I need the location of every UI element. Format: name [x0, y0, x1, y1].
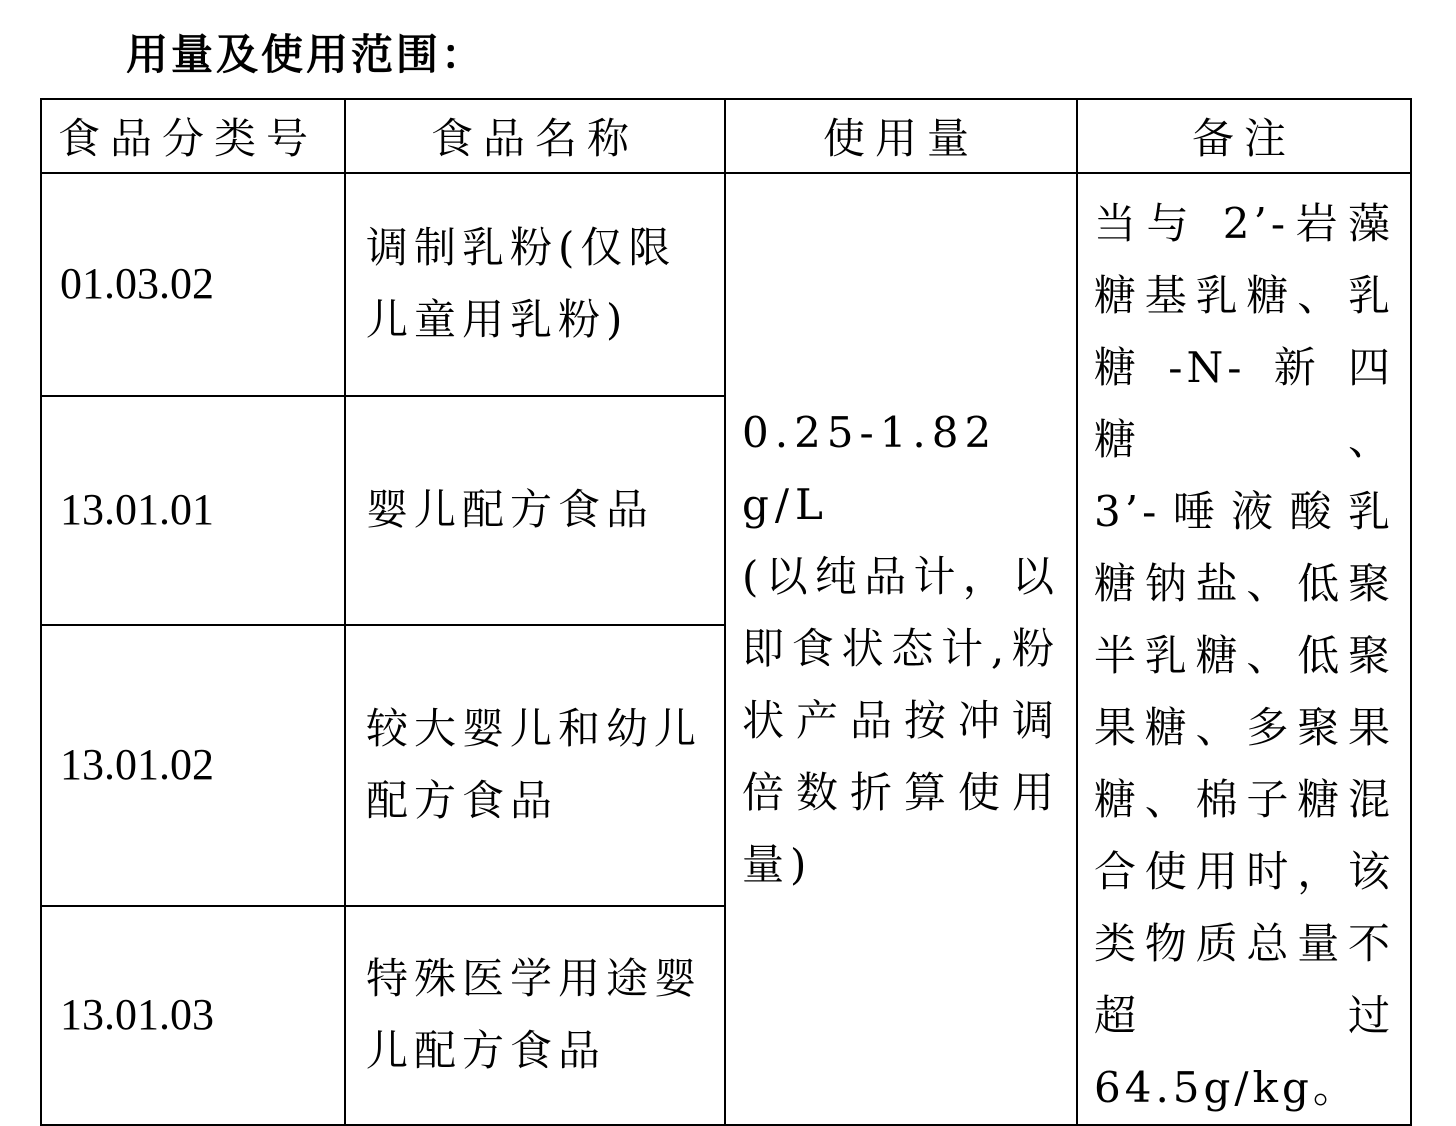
- table-row: [41, 173, 1411, 396]
- remark-line: 半乳糖、低聚: [1094, 631, 1394, 680]
- remark-line: 糖、棉子糖混: [1094, 775, 1394, 824]
- remark-cell: [1077, 173, 1411, 1125]
- dosage-line: 状产品按冲调: [742, 696, 1060, 745]
- dosage-line: 0.25-1.82 g/L: [742, 408, 998, 529]
- remark-line: 糖-N-新四糖、: [1094, 343, 1394, 464]
- remark-line: 合使用时，该: [1094, 847, 1394, 896]
- food-category-code: 13.01.02: [41, 625, 345, 906]
- food-name: 婴儿配方食品: [345, 396, 725, 625]
- header-food-name: 食品名称: [345, 99, 725, 173]
- remark-line: 3’-唾液酸乳: [1094, 487, 1394, 536]
- food-name: 调制乳粉(仅限儿童用乳粉): [345, 173, 725, 396]
- remark-line: 当与 2’-岩藻: [1094, 199, 1394, 248]
- food-category-code: 13.01.03: [41, 906, 345, 1125]
- dosage-line: (以纯品计，以: [742, 552, 1060, 601]
- header-food-category-code: 食品分类号: [41, 99, 345, 173]
- dosage-line: 即食状态计,粉: [742, 624, 1060, 673]
- remark-line: 超过64.5g/kg。: [1094, 991, 1394, 1112]
- dosage-line: 量): [742, 840, 813, 889]
- food-category-code: 13.01.01: [41, 396, 345, 625]
- remark-line: 果糖、多聚果: [1094, 703, 1394, 752]
- usage-table: [40, 98, 1412, 1126]
- dosage-cell: [725, 173, 1077, 1125]
- food-name: 特殊医学用途婴儿配方食品: [345, 906, 725, 1125]
- dosage-line: 倍数折算使用: [742, 768, 1060, 817]
- header-dosage: 使用量: [725, 99, 1077, 173]
- page-title: 用量及使用范围：: [126, 30, 487, 79]
- table-header-row: [41, 99, 1411, 173]
- remark-line: 糖基乳糖、乳: [1094, 271, 1394, 320]
- food-category-code: 01.03.02: [41, 173, 345, 396]
- remark-line: 类物质总量不: [1094, 919, 1394, 968]
- food-name: 较大婴儿和幼儿配方食品: [345, 625, 725, 906]
- remark-line: 糖钠盐、低聚: [1094, 559, 1394, 608]
- header-remark: 备注: [1077, 99, 1411, 173]
